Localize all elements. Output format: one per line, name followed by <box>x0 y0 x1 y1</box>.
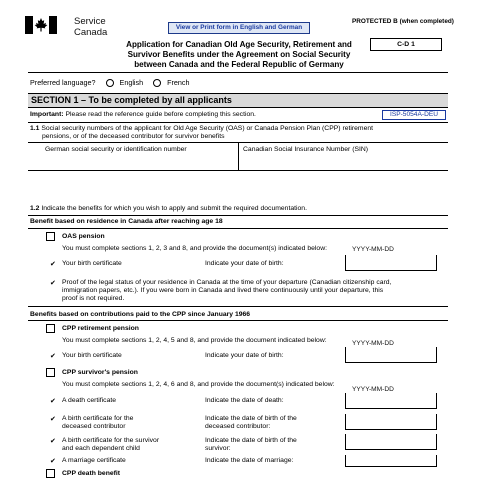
section1-header: SECTION 1 – To be completed by all applicants <box>28 93 448 108</box>
divider <box>28 170 448 171</box>
divider <box>28 228 448 229</box>
view-print-language-button[interactable]: View or Print form in English and German <box>168 22 310 34</box>
form-title: Application for Canadian Old Age Security, Retirement and Survivor Benefits under the Agreement on Social Security between Canada and the Federal Republic of Germany <box>126 40 352 69</box>
preferred-language-label: Preferred language? <box>30 78 96 87</box>
cpp-death-benefit-checkbox[interactable] <box>46 469 55 478</box>
cpp-survivor-label: CPP survivor's pension <box>62 369 138 376</box>
death-certificate-item: A death certificate <box>62 397 117 404</box>
cpp-retirement-label: CPP retirement pension <box>62 325 139 332</box>
date-of-death-input[interactable] <box>345 393 437 409</box>
date-format-hint: YYYY-MM-DD <box>352 340 394 347</box>
retirement-birth-date-label: Indicate your date of birth: <box>205 352 284 359</box>
marriage-cert-item: A marriage certificate <box>62 457 126 464</box>
legal-status-item: Proof of the legal status of your residence in Canada at the time of your departure (Canadian citizenship card, immigration papers, etc.). If you were born in Canada and lived there continuously until your departure, this proof is not required. <box>62 279 392 302</box>
birth-certificate-item: Your birth certificate <box>62 260 122 267</box>
form-number: C-D 1 <box>370 38 442 51</box>
canada-flag-icon <box>25 16 57 34</box>
question-1-1: 1.1 Social security numbers of the applicant for Old Age Security (OAS) or Canada Pension Plan (CPP) retirement <box>30 125 374 132</box>
check-icon: ✔ <box>50 261 56 268</box>
retirement-birth-date-input[interactable] <box>345 347 437 363</box>
protected-marking: PROTECTED B (when completed) <box>352 18 454 25</box>
english-radio[interactable] <box>106 79 114 87</box>
divider <box>28 122 448 123</box>
date-format-hint: YYYY-MM-DD <box>352 386 394 393</box>
check-icon: ✔ <box>50 398 56 405</box>
french-label: French <box>167 78 190 87</box>
important-note: Important: Please read the reference guide before completing this section. <box>30 111 256 118</box>
cpp-survivor-checkbox[interactable] <box>46 368 55 377</box>
divider <box>28 306 448 307</box>
preferred-language-row <box>30 78 190 87</box>
date-format-hint: YYYY-MM-DD <box>352 246 394 253</box>
french-radio[interactable] <box>153 79 161 87</box>
contributor-birth-cert-item: A birth certificate for the deceased contributor <box>62 415 134 430</box>
oas-pension-checkbox[interactable] <box>46 232 55 241</box>
contributor-birth-date-input[interactable] <box>345 414 437 430</box>
survivor-birth-cert-item: A birth certificate for the survivor and each dependent child <box>62 437 160 452</box>
retirement-birth-cert-item: Your birth certificate <box>62 352 122 359</box>
marriage-date-label: Indicate the date of marriage: <box>205 457 294 464</box>
check-icon: ✔ <box>50 280 56 287</box>
marriage-date-input[interactable] <box>345 455 437 467</box>
survivor-birth-date-input[interactable] <box>345 434 437 450</box>
field-separator <box>238 142 239 170</box>
residence-heading: Benefit based on residence in Canada after reaching age 18 <box>30 218 223 225</box>
check-icon: ✔ <box>50 458 56 465</box>
german-ssn-field[interactable]: German social security or identification number <box>45 146 187 153</box>
question-1-2: 1.2 Indicate the benefits for which you wish to apply and submit the required documentation. <box>30 205 307 212</box>
cpp-retirement-instructions: You must complete sections 1, 2, 4, 5 and 8, and provide the document indicated below: <box>62 337 327 344</box>
survivor-birth-date-label: Indicate the date of birth of the survivor: <box>205 437 297 452</box>
cpp-survivor-instructions: You must complete sections 1, 2, 4, 6 and 8, and provide the document(s) indicated below: <box>62 381 335 388</box>
department-name: Service Canada <box>74 16 108 38</box>
check-icon: ✔ <box>50 353 56 360</box>
cpp-death-benefit-label: CPP death benefit <box>62 470 121 477</box>
divider <box>28 320 448 321</box>
english-label: English <box>119 78 144 87</box>
divider <box>28 72 448 73</box>
divider <box>28 215 448 216</box>
date-of-death-label: Indicate the date of death: <box>205 397 284 404</box>
date-of-birth-label: Indicate your date of birth: <box>205 260 284 267</box>
oas-instructions: You must complete sections 1, 2, 3 and 8, and provide the document(s) indicated below: <box>62 245 327 252</box>
check-icon: ✔ <box>50 438 56 445</box>
date-of-birth-input[interactable] <box>345 255 437 271</box>
check-icon: ✔ <box>50 416 56 423</box>
question-1-1-cont: pensions, or of the deceased contributor for survivor benefits <box>42 133 225 140</box>
oas-pension-label: OAS pension <box>62 233 105 240</box>
cpp-retirement-checkbox[interactable] <box>46 324 55 333</box>
reference-guide-link[interactable]: ISP-5054A-DEU <box>382 110 446 120</box>
contributor-birth-date-label: Indicate the date of birth of the deceased contributor: <box>205 415 297 430</box>
cpp-heading: Benefits based on contributions paid to the CPP since January 1966 <box>30 311 251 318</box>
canadian-sin-field[interactable]: Canadian Social Insurance Number (SIN) <box>243 146 369 153</box>
